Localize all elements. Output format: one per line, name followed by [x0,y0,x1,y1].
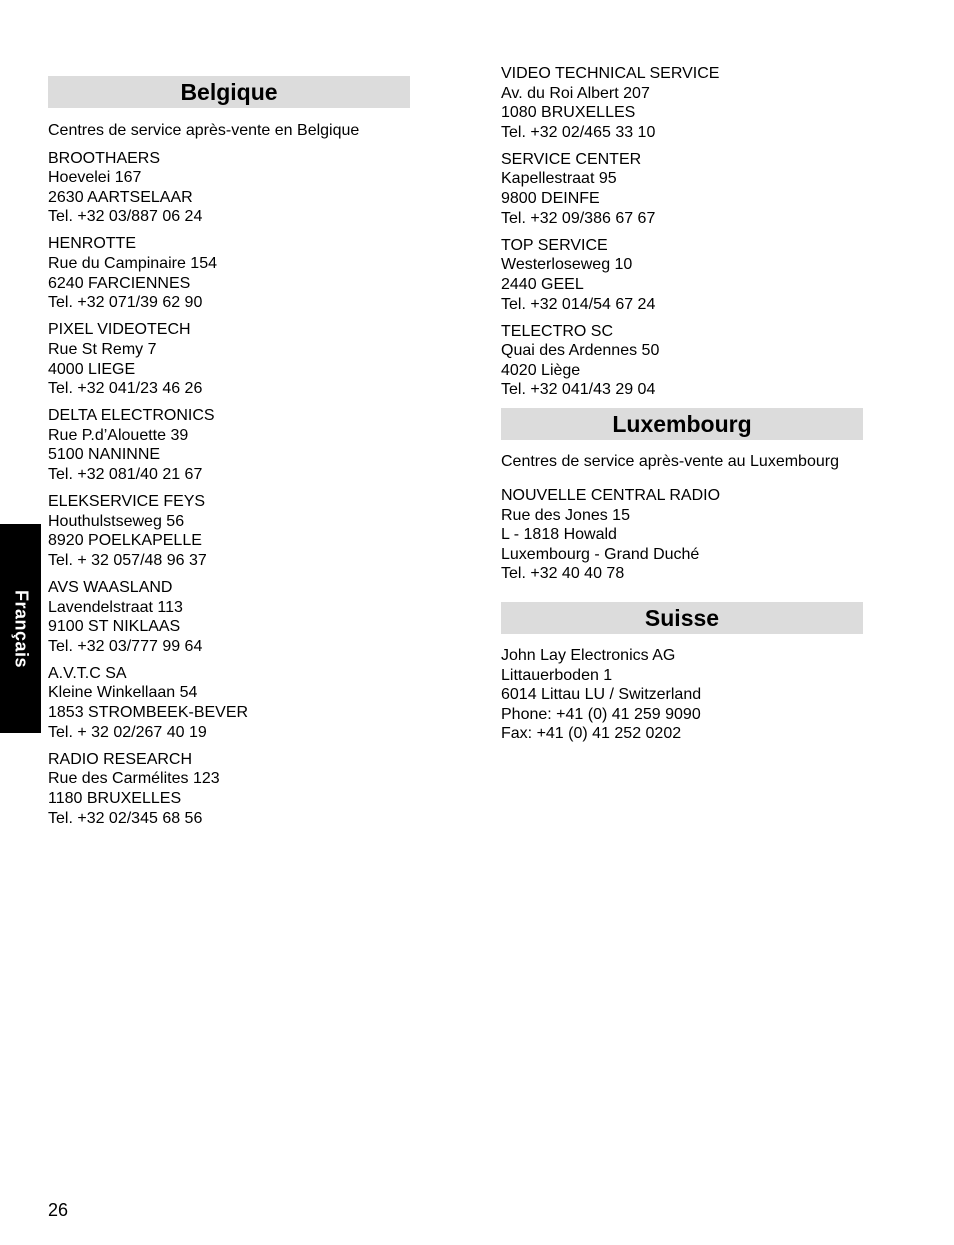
phone-line: Tel. +32 041/23 46 26 [48,380,203,398]
phone-line: Tel. +32 03/777 99 64 [48,637,203,655]
phone-line: Tel. +32 03/887 06 24 [48,208,203,226]
phone-line: Phone: +41 (0) 41 259 9090 [501,705,701,723]
address-line: Rue des Carmélites 123 [48,770,220,788]
service-center-entry [501,646,863,744]
address-line: 6240 FARCIENNES [48,274,191,292]
service-center-name: AVS WAASLAND [48,578,173,596]
belgique-heading: Belgique [48,76,410,108]
service-center-name: VIDEO TECHNICAL SERVICE [501,65,720,82]
address-line: Luxembourg - Grand Duché [501,545,700,563]
phone-line: Tel. +32 081/40 21 67 [48,466,203,483]
page-number: 26 [48,1200,69,1220]
service-center-entry [501,486,863,584]
address-line: 8920 POELKAPELLE [48,532,202,550]
address-line: Rue des Jones 15 [501,506,630,524]
address-line: 9100 ST NIKLAAS [48,618,181,636]
service-center-entry [501,150,863,228]
service-center-name: DELTA ELECTRONICS [48,407,215,425]
address-line: 9800 DEINFE [501,190,600,208]
address-line: Littauerboden 1 [501,666,613,684]
service-center-entry [501,64,863,142]
phone-line: Tel. + 32 057/48 96 37 [48,551,207,569]
service-center-entry [501,322,863,400]
phone-line: Tel. + 32 02/267 40 19 [48,723,207,741]
address-line: 1180 BRUXELLES [48,789,182,807]
service-center-name: HENROTTE [48,235,136,253]
address-line: Rue St Remy 7 [48,340,157,358]
phone-line: Tel. +32 02/465 33 10 [501,123,656,141]
address-line: Kleine Winkellaan 54 [48,684,198,702]
address-line: 2440 GEEL [501,275,584,293]
service-center-name: RADIO RESEARCH [48,750,193,768]
service-center-entry [501,236,863,314]
luxembourg-intro: Centres de service après-vente au Luxembourg [501,452,839,470]
service-center-name: A.V.T.C SA [48,664,127,682]
belgique-intro: Centres de service après-vente en Belgique [48,122,360,139]
service-center-entry [48,750,410,828]
address-line: Kapellestraat 95 [501,170,617,188]
service-center-name: BROOTHAERS [48,149,161,167]
language-tab-label: Français [11,589,31,668]
service-center-name: NOUVELLE CENTRAL RADIO [501,487,721,505]
address-line: 1853 STROMBEEK-BEVER [48,704,249,722]
address-line: 4000 LIEGE [48,360,136,378]
right-column [501,64,863,752]
phone-line: Tel. +32 041/43 29 04 [501,381,656,399]
address-line: Rue du Campinaire 154 [48,255,217,273]
left-column [48,76,410,836]
service-center-entry [48,578,410,656]
service-center-entry [48,664,410,742]
address-line: 6014 Littau LU / Switzerland [501,686,702,704]
address-line: L - 1818 Howald [501,526,617,544]
address-line: Hoevelei 167 [48,169,142,187]
language-tab [0,524,41,733]
address-line: Av. du Roi Albert 207 [501,84,650,102]
phone-line: Tel. +32 09/386 67 67 [501,209,656,227]
service-center-name: TOP SERVICE [501,236,608,254]
address-line: Lavendelstraat 113 [48,598,183,616]
address-line: 1080 BRUXELLES [501,104,636,122]
address-line: Westerloseweg 10 [501,256,633,274]
address-line: Rue P.d’Alouette 39 [48,426,189,444]
phone-line: Tel. +32 02/345 68 56 [48,809,203,827]
address-line: 2630 AARTSELAAR [48,188,193,206]
service-center-name: ELEKSERVICE FEYS [48,493,206,511]
phone-line: Tel. +32 014/54 67 24 [501,295,656,313]
fax-line: Fax: +41 (0) 41 252 0202 [501,725,682,743]
service-center-name: TELECTRO SC [501,322,614,340]
service-center-entry [48,406,410,484]
phone-line: Tel. +32 071/39 62 90 [48,294,203,312]
service-center-name: SERVICE CENTER [501,150,642,168]
address-line: 5100 NANINNE [48,446,161,464]
address-line: 4020 Liège [501,361,581,379]
service-center-name: John Lay Electronics AG [501,647,676,665]
service-center-entry [48,320,410,398]
service-center-entry [48,234,410,312]
suisse-heading: Suisse [501,602,863,634]
address-line: Quai des Ardennes 50 [501,342,660,360]
service-center-name: PIXEL VIDEOTECH [48,321,191,339]
phone-line: Tel. +32 40 40 78 [501,565,625,583]
service-center-entry [48,149,410,227]
luxembourg-heading: Luxembourg [501,408,863,440]
service-center-entry [48,492,410,570]
address-line: Houthulstseweg 56 [48,512,185,530]
